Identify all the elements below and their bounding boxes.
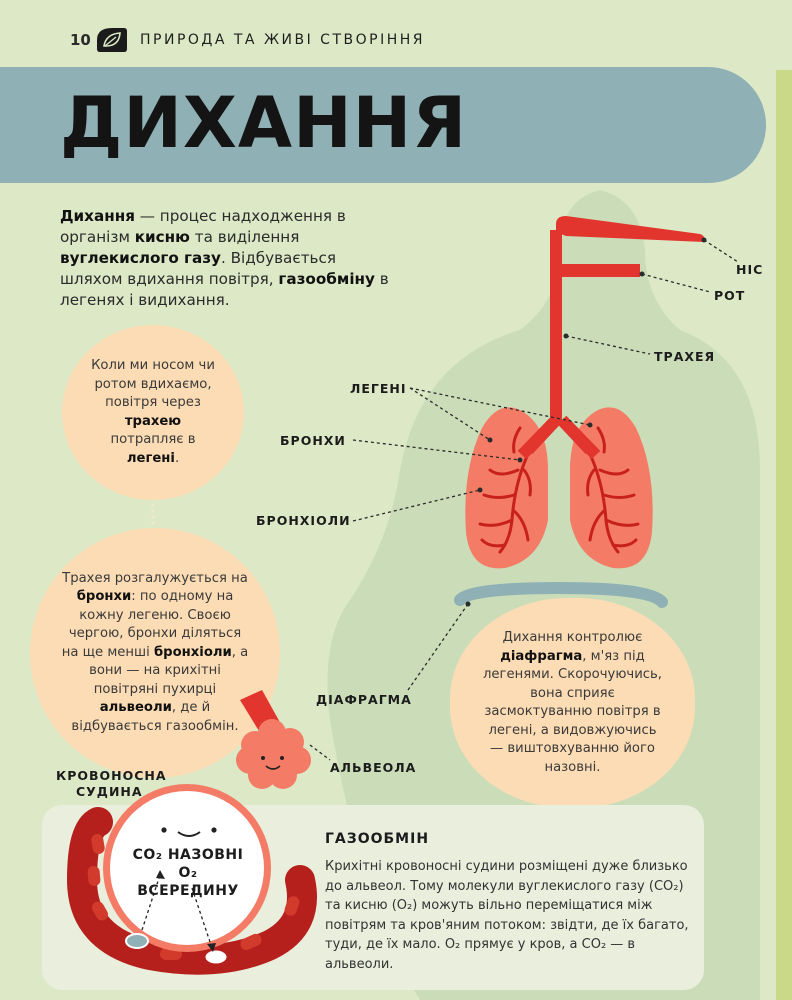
- bubble-diaphragm-term: діафрагма: [500, 648, 583, 664]
- bubble-bronchi-text-3: , а вони — на крихітні повітряні пухирці: [89, 644, 249, 697]
- bubble-inhale-text-2: потрапляє в: [110, 432, 196, 447]
- intro-text-2: та виділення: [189, 228, 300, 246]
- intro-text-1: — процес надходження в організм: [60, 207, 346, 246]
- bubble-bronchi-text-4: , де й відбувається газообмін.: [71, 700, 239, 734]
- cell-exchange-text: [113, 846, 263, 900]
- intro-gas-exchange: газообміну: [278, 270, 375, 288]
- bubble-bronchi-text-2: : по одному на кожну легеню. Своєю чергою, бронхи діляться на ще менші: [61, 589, 242, 660]
- label-nose: НІС: [736, 262, 764, 277]
- label-blood-vessel-1: КРОВОНОСНА: [56, 768, 167, 783]
- bubble-inhale-text-1: Коли ми носом чи ротом вдихаємо, повітря через: [91, 358, 215, 410]
- cell-line-o2: O₂: [178, 865, 198, 881]
- section-title: ПРИРОДА ТА ЖИВІ СТВОРІННЯ: [140, 32, 425, 48]
- bubble-bronchi-bronchi: бронхи: [76, 589, 132, 605]
- bubble-inhale-lungs: легені: [126, 450, 175, 466]
- intro-co2: вуглекислого газу: [60, 249, 221, 267]
- o2-particle: [205, 950, 227, 964]
- intro-oxygen: кисню: [134, 228, 190, 246]
- intro-text-4: в легенях і видихання.: [60, 270, 389, 309]
- label-blood-vessel-2: СУДИНА: [76, 784, 143, 799]
- co2-particle: [126, 934, 148, 948]
- gas-exchange-text: Крихітні кровоносні судини розміщені дуже близько до альвеол. Тому молекули вуглекислого газу (CO₂) та кисню (O₂) можуть вільно переміщатися між повітрям та кров'яним потоком: звідти, де їх багато, туди, де їх мало. O₂ прямує у кров, а CO₂ — в альвеоли.: [325, 859, 689, 972]
- bubble-bronchi-alveoli: альвеоли: [99, 700, 172, 716]
- bubble-bronchi-text-1: Трахея розгалужується на: [62, 570, 248, 586]
- label-lungs: ЛЕГЕНІ: [350, 381, 407, 396]
- label-diaphragm: ДІАФРАГМА: [316, 692, 412, 707]
- label-trachea: ТРАХЕЯ: [654, 349, 716, 364]
- cell-line-inward: ВСЕРЕДИНУ: [137, 883, 239, 899]
- cell-line-co2: CO₂ НАЗОВНІ: [132, 847, 244, 863]
- page-title: ДИХАННЯ: [60, 82, 468, 164]
- bubble-inhale-text-3: .: [174, 450, 180, 466]
- intro-text-3: . Відбувається шляхом вдихання повітря,: [60, 249, 336, 288]
- gas-exchange-title: ГАЗООБМІН: [325, 831, 430, 847]
- bubble-diaphragm-text-2: , м'яз під легенями. Скорочуючись, вона сприяє засмоктуванню повітря в легені, а видовжуючись — виштовхуванню його назовні.: [483, 648, 662, 775]
- label-bronchi: БРОНХИ: [280, 433, 346, 448]
- bubble-bronchi-bronchioles: бронхіоли: [153, 644, 232, 660]
- label-mouth: РОТ: [714, 288, 746, 303]
- intro-term: Дихання: [60, 207, 135, 225]
- bubble-inhale-trachea: трахею: [124, 413, 182, 429]
- label-alveolus: АЛЬВЕОЛА: [330, 760, 417, 775]
- page-number: 10: [70, 31, 91, 49]
- bubble-diaphragm-text-1: Дихання контролює: [502, 630, 643, 645]
- label-bronchioles: БРОНХІОЛИ: [256, 513, 351, 528]
